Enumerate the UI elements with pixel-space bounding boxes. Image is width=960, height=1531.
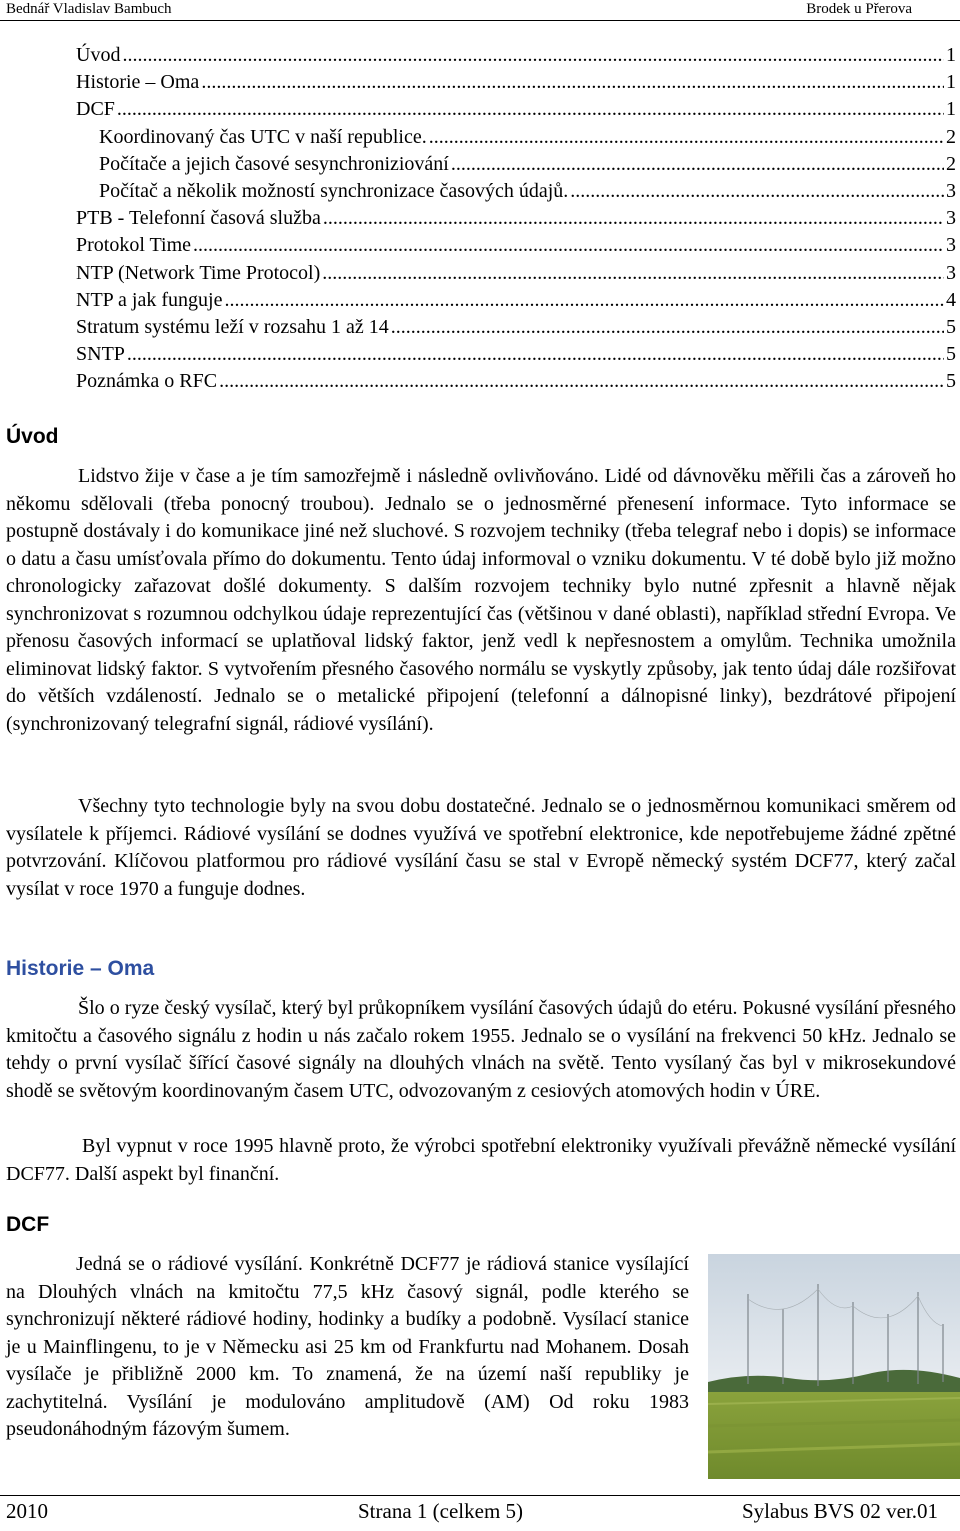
toc-entry-title: Počítač a několik možností synchronizace časových údajů. <box>99 179 569 202</box>
toc-entry-title: Úvod <box>76 44 121 66</box>
toc-leader-dots <box>201 69 944 96</box>
toc-entry-title: Historie – Oma <box>76 71 200 94</box>
footer-document-version: Sylabus BVS 02 ver.01 <box>741 1499 938 1523</box>
toc-leader-dots <box>122 42 944 69</box>
toc-entry[interactable] <box>76 232 956 259</box>
toc-entry-page: 3 <box>946 179 956 202</box>
toc-entry-page: 1 <box>946 98 956 121</box>
toc-leader-dots <box>224 287 944 314</box>
dcf77-antenna-field-photo <box>708 1254 960 1479</box>
header-rule <box>0 20 960 21</box>
toc-entry-title: Počítače a jejich časové sesynchroniziování <box>99 152 449 175</box>
toc-entry-page: 5 <box>946 370 956 393</box>
toc-leader-dots <box>429 124 944 151</box>
toc-entry-title: NTP (Network Time Protocol) <box>76 261 321 284</box>
toc-entry-page: 1 <box>946 44 956 66</box>
heading-uvod: Úvod <box>6 425 59 448</box>
toc-entry-title: SNTP <box>76 343 125 366</box>
toc-entry[interactable] <box>76 205 956 232</box>
toc-entry-title: Koordinovaný čas UTC v naší republice. <box>99 125 427 148</box>
toc-leader-dots <box>127 341 944 368</box>
toc-entry[interactable] <box>76 368 956 395</box>
toc-entry-title: NTP a jak funguje <box>76 288 223 311</box>
toc-entry-title: DCF <box>76 98 115 121</box>
toc-entry-page: 5 <box>946 343 956 366</box>
toc-entry-page: 4 <box>946 288 956 311</box>
toc-entry[interactable] <box>76 260 956 287</box>
toc-entry[interactable] <box>76 178 956 205</box>
toc-leader-dots <box>391 314 944 341</box>
toc-leader-dots <box>117 96 944 123</box>
table-of-contents <box>76 42 956 395</box>
toc-leader-dots <box>193 232 944 259</box>
toc-leader-dots <box>219 368 944 395</box>
toc-entry[interactable] <box>76 314 956 341</box>
toc-entry[interactable] <box>76 287 956 314</box>
toc-entry-page: 3 <box>946 207 956 230</box>
toc-entry-page: 1 <box>946 71 956 94</box>
toc-leader-dots <box>451 151 944 178</box>
toc-entry-page: 3 <box>946 261 956 284</box>
toc-entry-page: 2 <box>946 125 956 148</box>
paragraph-historie-2: Byl vypnut v roce 1995 hlavně proto, že výrobci spotřební elektroniky využívali převážně německé vysílání DCF77. Další aspekt byl finanční. <box>6 1135 956 1185</box>
toc-leader-dots <box>322 260 944 287</box>
toc-entry[interactable] <box>76 341 956 368</box>
paragraph-historie-1: Šlo o ryze český vysílač, který byl průkopníkem vysílání časových údajů do etéru. Pokusné vysílání přesného kmitočtu a časového signálu z hodin u nás začalo rokem 1955. Jednalo se o vysílání na frekvenci 50 kHz. Jednalo se tehdy o první vysílač šířící časové signály na dlouhých vlnách na světě. Tento vysílaný čas byl v mikrosekundové shodě se světovým koordinovaným časem UTC, odvozovaným z cesiových atomových hodin v ÚRE. <box>6 997 956 1102</box>
toc-entry[interactable] <box>76 124 956 151</box>
footer-rule <box>0 1495 960 1496</box>
toc-leader-dots <box>570 178 944 205</box>
heading-dcf: DCF <box>6 1213 50 1236</box>
toc-leader-dots <box>323 205 944 232</box>
toc-entry[interactable] <box>76 42 956 69</box>
header-location: Brodek u Přerova <box>806 1 912 17</box>
header-author: Bednář Vladislav Bambuch <box>6 1 172 17</box>
toc-entry-title: PTB - Telefonní časová služba <box>76 207 321 230</box>
toc-entry-title: Stratum systému leží v rozsahu 1 až 14 <box>76 315 389 338</box>
toc-entry[interactable] <box>76 96 956 123</box>
paragraph-uvod-1: Lidstvo žije v čase a je tím samozřejmě i následně ovlivňováno. Lidé od dávnověku měřili čas a zároveň ho někomu sdělovali (třeba ponocný troubou). Jednalo se o jednosměrné přenesení informace. Tyto informace se postupně dostávaly i do komunikace jiné než sluchové. S rozvojem techniky (třeba telegraf nebo i dopis) se informace o datu a času umísťovala přímo do dokumentu. Tento údaj informoval o vzniku dokumentu. V té době bylo již možno chronologicky zařazovat došlé dokumenty. S dalším rozvojem techniky bylo nutné zpřesnit a hlavně nějak synchronizovat s rozumnou odchylkou údaje reprezentující čas (většinou v dané oblasti), například střední Evropa. Ve přenosu časových informací se uplatňoval lidský faktor, jenž vedl k nepřesnostem a omylům. Technika umožnila eliminovat lidský faktor. S vytvořením přesného časového normálu se vyskytly způsoby, jak tento údaj dále rozšiřovat do větších vzdáleností. Jednalo se o metalické připojení (telefonní a dálnopisné linky), bezdrátové připojení (synchronizovaný telegrafní signál, rádiové vysílání). <box>6 465 956 735</box>
footer-page-number: Strana 1 (celkem 5) <box>358 1499 524 1523</box>
toc-entry[interactable] <box>76 69 956 96</box>
toc-entry-page: 3 <box>946 234 956 257</box>
footer-year: 2010 <box>6 1499 48 1523</box>
toc-entry-page: 5 <box>946 315 956 338</box>
toc-entry-page: 2 <box>946 152 956 175</box>
heading-historie: Historie – Oma <box>6 957 155 980</box>
toc-entry-title: Protokol Time <box>76 234 192 257</box>
paragraph-uvod-2: Všechny tyto technologie byly na svou dobu dostatečné. Jednalo se o jednosměrnou komunikaci směrem od vysílatele k příjemci. Rádiové vysílání se dodnes využívá ve spotřební elektronice, kde nepotřebujeme žádné zpětné potvrzování. Klíčovou platformou pro rádiové vysílání času se stal v Evropě německý systém DCF77, který začal vysílat v roce 1970 a funguje dodnes. <box>6 795 956 900</box>
toc-entry-title: Poznámka o RFC <box>76 370 218 393</box>
paragraph-dcf-1: Jedná se o rádiové vysílání. Konkrétně DCF77 je rádiová stanice vysílající na Dlouhých vlnách na kmitočtu 77,5 kHz časový signál, podle kterého se synchronizují některé rádiové hodiny, hodinky a budíky a podobně. Vysílací stanice je u Mainflingenu, to je v Německu asi 25 km od Frankfurtu nad Mohanem. Dosah vysílače je přibližně 2000 km. To znamená, že na území naší republiky je zachytitelná. Vysílání je modulováno amplitudově (AM) Od roku 1983 pseudonáhodným fázovým šumem. <box>6 1253 689 1440</box>
toc-entry[interactable] <box>76 151 956 178</box>
